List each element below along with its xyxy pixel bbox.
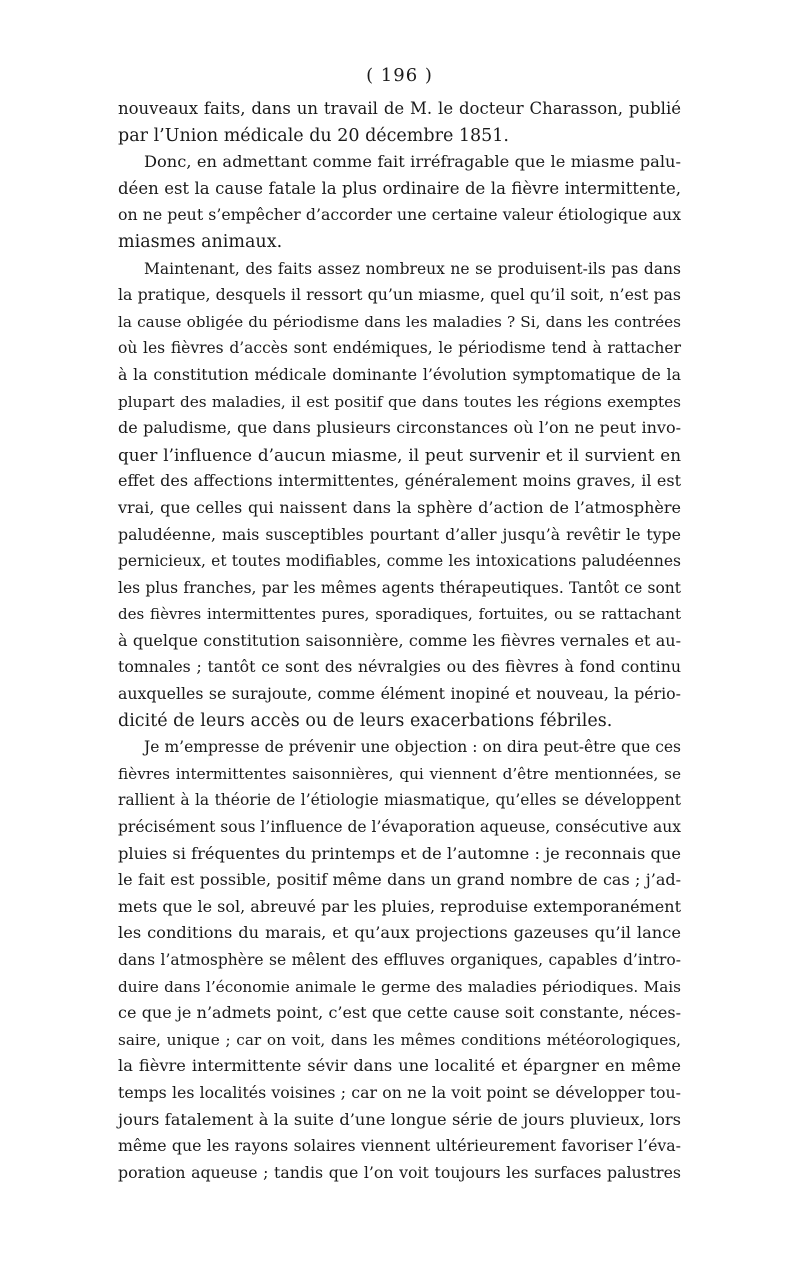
text-line: même que les rayons solaires viennent ultérieurement favoriser l’éva- [118,1136,681,1156]
text-line: Maintenant, des faits assez nombreux ne se produisent-ils pas dans [144,259,681,278]
text-line: des fièvres intermittentes pures, sporadiques, fortuites, ou se rattachant [118,605,681,624]
text-line: les conditions du marais, et qu’aux projections gazeuses qu’il lance [118,923,681,943]
book-page [118,62,681,1186]
text-line: duire dans l’économie animale le germe des maladies périodiques. Mais [118,977,681,996]
text-line: à la constitution médicale dominante l’évolution symptomatique de la [118,364,681,384]
text-line: à quelque constitution saisonnière, comme les fièvres vernales et au- [118,630,681,650]
text-line: la fièvre intermittente sévir dans une localité et épargner en même [118,1056,681,1076]
text-line: poration aqueuse ; tandis que l’on voit toujours les surfaces palustres [118,1162,681,1182]
text-line: pernicieux, et toutes modifiables, comme les intoxications paludéennes [118,552,681,571]
text-line: vrai, que celles qui naissent dans la sphère d’action de l’atmosphère [118,497,681,517]
text-line: déen est la cause fatale la plus ordinaire de la fièvre intermittente, [118,178,681,198]
text-line: miasmes animaux. [118,231,283,252]
text-line: ce que je n’admets point, c’est que cette cause soit constante, néces- [118,1003,681,1023]
text-line: par l’Union médicale du 20 décembre 1851. [118,125,509,146]
text-line: le fait est possible, positif même dans un grand nombre de cas ; j’ad- [118,870,681,890]
text-line: précisément sous l’influence de l’évaporation aqueuse, consécutive aux [118,818,681,837]
text-line: paludéenne, mais susceptibles pourtant d’aller jusqu’à revêtir le type [118,524,681,544]
text-line: tomnales ; tantôt ce sont des névralgies ou des fièvres à fond continu [118,657,681,677]
page-number: ( 196 ) [366,65,433,86]
text-line: dicité de leurs accès ou de leurs exacerbations fébriles. [118,710,613,731]
text-line: plupart des maladies, il est positif que dans toutes les régions exemptes [118,392,681,411]
text-line: mets que le sol, abreuvé par les pluies, reproduise extemporanément [118,896,681,916]
text-line: saire, unique ; car on voit, dans les mêmes conditions météorologiques, [118,1030,681,1049]
text-line: la pratique, desquels il ressort qu’un miasme, quel qu’il soit, n’est pas [118,285,681,305]
text-line: dans l’atmosphère se mêlent des effluves organiques, capables d’intro- [118,951,681,969]
text-line: Donc, en admettant comme fait irréfragable que le miasme palu- [144,152,681,172]
text-line: Je m’empresse de prévenir une objection : on dira peut-être que ces [144,738,681,757]
text-line: auxquelles se surajoute, comme élément inopiné et nouveau, la pério- [118,684,681,704]
text-line: pluies si fréquentes du printemps et de l’automne : je reconnais que [118,843,681,863]
text-line: jours fatalement à la suite d’une longue série de jours pluvieux, lors [118,1109,681,1129]
text-line: où les fièvres d’accès sont endémiques, le périodisme tend à rattacher [118,339,681,358]
text-line: la cause obligée du périodisme dans les maladies ? Si, dans les contrées [118,312,681,331]
text-line: on ne peut s’empêcher d’accorder une certaine valeur étiologique aux [118,205,681,225]
text-line: rallient à la théorie de l’étiologie miasmatique, qu’elles se développent [118,791,681,810]
text-line: nouveaux faits, dans un travail de M. le docteur Charasson, publié [118,99,681,118]
text-line: les plus franches, par les mêmes agents thérapeutiques. Tantôt ce sont [118,578,681,597]
text-line: temps les localités voisines ; car on ne la voit point se développer tou- [118,1082,681,1102]
text-line: quer l’influence d’aucun miasme, il peut survenir et il survient en [118,444,681,465]
text-line: effet des affections intermittentes, généralement moins graves, il est [118,471,681,491]
text-line: fièvres intermittentes saisonnières, qui viennent d’être mentionnées, se [118,764,681,783]
body-text [118,96,681,1186]
text-line: de paludisme, que dans plusieurs circonstances où l’on ne peut invo- [118,418,681,438]
